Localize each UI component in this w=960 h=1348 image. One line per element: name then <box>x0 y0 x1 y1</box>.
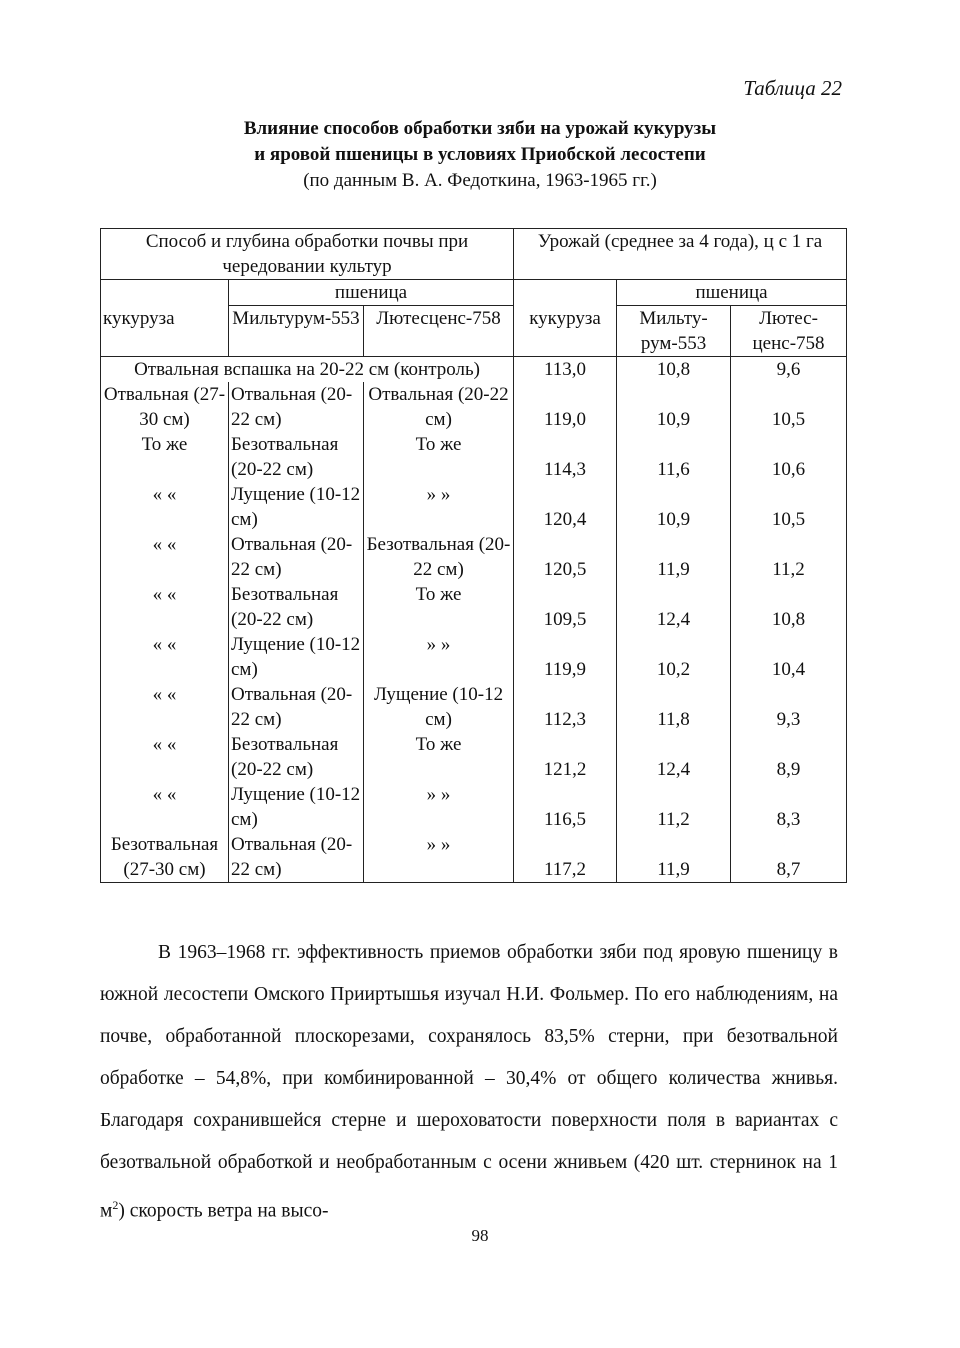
table-caption <box>100 116 860 194</box>
header-wheat: пшеница <box>229 280 514 306</box>
row-corn-yield: 109,5 <box>514 582 617 632</box>
row-corn-yield: 120,4 <box>514 482 617 532</box>
row-lut-yield: 10,5 <box>731 482 847 532</box>
title-line-2: и яровой пшеницы в условиях Приобской лесостепи <box>254 144 706 165</box>
row-milt-method: Безотвальная (20-22 см) <box>229 582 364 632</box>
row-lut-yield: 9,3 <box>731 682 847 732</box>
row-milt-method: Лущение (10-12 см) <box>229 482 364 532</box>
table-label: Таблица 22 <box>743 76 842 100</box>
row-corn-yield: 116,5 <box>514 782 617 832</box>
row-corn-method: « « <box>101 582 229 632</box>
row-milt-yield: 12,4 <box>617 582 731 632</box>
row-milt-yield: 11,9 <box>617 832 731 883</box>
row-milt-method: Отвальная (20-22 см) <box>229 682 364 732</box>
page-number: 98 <box>471 1226 489 1245</box>
table-row <box>101 832 847 883</box>
row-corn-method: « « <box>101 782 229 832</box>
table-row <box>101 532 847 582</box>
header-lut-yield: Лютес-ценс-758 <box>731 306 847 357</box>
paragraph-end: ) скорость ветра на высо- <box>118 1200 329 1222</box>
row-corn-yield: 112,3 <box>514 682 617 732</box>
control-milt-yield: 10,8 <box>617 357 731 383</box>
row-corn-method: « « <box>101 682 229 732</box>
header-wheat-yield: пшеница <box>617 280 847 306</box>
row-milt-yield: 11,6 <box>617 432 731 482</box>
row-corn-yield: 114,3 <box>514 432 617 482</box>
row-corn-method: « « <box>101 632 229 682</box>
row-milt-method: Отвальная (20-22 см) <box>229 832 364 883</box>
title-line-1: Влияние способов обработки зяби на урожай кукурузы <box>243 118 717 139</box>
row-lut-yield: 10,4 <box>731 632 847 682</box>
header-yield: Урожай (среднее за 4 года), ц с 1 га <box>514 229 847 280</box>
paragraph-superscript: 2 <box>112 1198 119 1212</box>
row-milt-yield: 11,8 <box>617 682 731 732</box>
row-corn-method: « « <box>101 482 229 532</box>
table-row <box>101 432 847 482</box>
row-milt-yield: 10,9 <box>617 382 731 432</box>
row-lut-yield: 10,6 <box>731 432 847 482</box>
row-lut-yield: 10,5 <box>731 382 847 432</box>
row-milt-yield: 11,2 <box>617 782 731 832</box>
row-lut-method: » » <box>364 632 514 682</box>
table-row <box>101 582 847 632</box>
row-corn-method: Отвальная (27-30 см) <box>101 382 229 432</box>
table-row <box>101 732 847 782</box>
control-row-label: Отвальная вспашка на 20-22 см (контроль) <box>101 357 514 383</box>
table-row <box>101 632 847 682</box>
row-corn-yield: 121,2 <box>514 732 617 782</box>
row-milt-method: Лущение (10-12 см) <box>229 632 364 682</box>
row-corn-method: « « <box>101 532 229 582</box>
control-lut-yield: 9,6 <box>731 357 847 383</box>
row-lut-method: » » <box>364 832 514 883</box>
row-milt-yield: 10,9 <box>617 482 731 532</box>
row-lut-method: То же <box>364 432 514 482</box>
header-corn: кукуруза <box>101 280 229 357</box>
row-milt-method: Отвальная (20-22 см) <box>229 382 364 432</box>
row-milt-method: Безотвальная (20-22 см) <box>229 732 364 782</box>
row-corn-yield: 117,2 <box>514 832 617 883</box>
row-lut-yield: 8,9 <box>731 732 847 782</box>
row-corn-yield: 119,0 <box>514 382 617 432</box>
header-method: Способ и глубина обработки почвы при чередовании культур <box>101 229 514 280</box>
row-corn-method: « « <box>101 732 229 782</box>
paragraph-text: В 1963–1968 гг. эффективность приемов обработки зяби под яровую пшеницу в южной лесостепи Омского Прииртышья изучал Н.И. Фольмер. По его наблюдениям, на почве, обработанной плоскорезами, сохранялось 83,5% стерни, при безотвальной обработке – 54,8%, при комбинированной – 30,4% от общего количества жнивья. Благодаря сохранившейся стерне и шероховатости поверхности поля в вариантах с безотвальной обработкой и необработанным с осени жнивьем (420 шт. стернинок на 1 м <box>100 942 838 1222</box>
row-lut-method: » » <box>364 482 514 532</box>
row-corn-method: То же <box>101 432 229 482</box>
row-milt-method: Безотвальная (20-22 см) <box>229 432 364 482</box>
row-lut-method: То же <box>364 582 514 632</box>
row-milt-method: Лущение (10-12 см) <box>229 782 364 832</box>
row-lut-method: Отвальная (20-22 см) <box>364 382 514 432</box>
yield-table <box>100 228 847 883</box>
header-milt: Мильтурум-553 <box>229 306 364 357</box>
header-lut: Лютесценс-758 <box>364 306 514 357</box>
row-corn-yield: 119,9 <box>514 632 617 682</box>
row-lut-method: Безотвальная (20-22 см) <box>364 532 514 582</box>
row-corn-yield: 120,5 <box>514 532 617 582</box>
row-lut-yield: 11,2 <box>731 532 847 582</box>
title-line-3: (по данным В. А. Федоткина, 1963-1965 гг.) <box>303 170 657 191</box>
row-milt-yield: 11,9 <box>617 532 731 582</box>
row-milt-yield: 10,2 <box>617 632 731 682</box>
body-paragraph <box>100 932 838 1233</box>
header-corn-yield: кукуруза <box>514 280 617 357</box>
control-corn-yield: 113,0 <box>514 357 617 383</box>
row-lut-method: » » <box>364 782 514 832</box>
row-lut-yield: 10,8 <box>731 582 847 632</box>
table-row <box>101 682 847 732</box>
row-corn-method: Безотвальная (27-30 см) <box>101 832 229 883</box>
row-lut-yield: 8,7 <box>731 832 847 883</box>
row-lut-method: Лущение (10-12 см) <box>364 682 514 732</box>
table-row <box>101 482 847 532</box>
header-milt-yield: Мильту-рум-553 <box>617 306 731 357</box>
row-milt-method: Отвальная (20-22 см) <box>229 532 364 582</box>
row-milt-yield: 12,4 <box>617 732 731 782</box>
table-row <box>101 782 847 832</box>
row-lut-yield: 8,3 <box>731 782 847 832</box>
row-lut-method: То же <box>364 732 514 782</box>
table-row <box>101 382 847 432</box>
